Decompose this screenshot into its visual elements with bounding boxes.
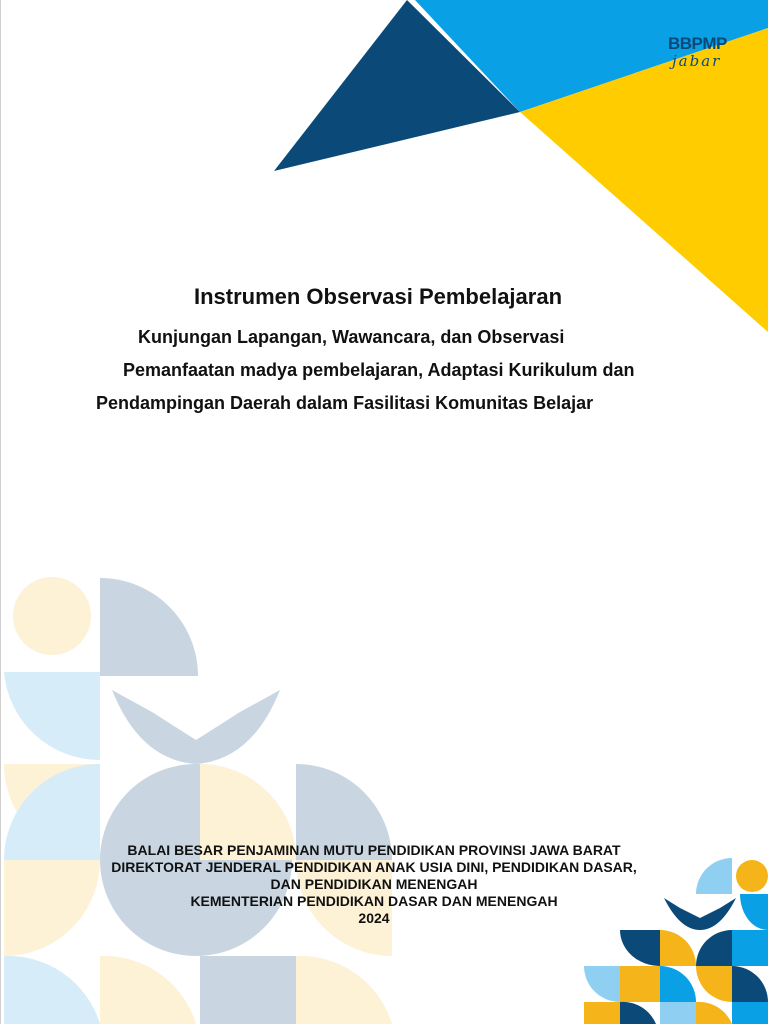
footer-year: 2024 [358, 910, 390, 926]
logo-mark: BBPMP [668, 34, 727, 53]
footer-line-4: KEMENTERIAN PENDIDIKAN DASAR DAN MENENGAH [190, 893, 558, 909]
subtitle-line-3: Pendampingan Daerah dalam Fasilitasi Komunitas Belajar [96, 393, 594, 413]
footer-line-1: BALAI BESAR PENJAMINAN MUTU PENDIDIKAN PROVINSI JAWA BARAT [127, 842, 621, 858]
logo-script: jabar [672, 52, 722, 70]
pattern-left [4, 577, 392, 1024]
institution-footer [0, 842, 758, 927]
subtitle-line-1: Kunjungan Lapangan, Wawancara, dan Observasi [138, 327, 565, 347]
footer-line-3: DAN PENDIDIKAN MENENGAH [270, 876, 478, 892]
footer-line-2: DIREKTORAT JENDERAL PENDIDIKAN ANAK USIA DINI, PENDIDIKAN DASAR, [111, 859, 637, 875]
document-title: Instrumen Observasi Pembelajaran [193, 284, 563, 309]
bbpmp-logo [664, 34, 750, 82]
subtitle-line-2: Pemanfaatan madya pembelajaran, Adaptasi Kurikulum dan [123, 360, 635, 380]
